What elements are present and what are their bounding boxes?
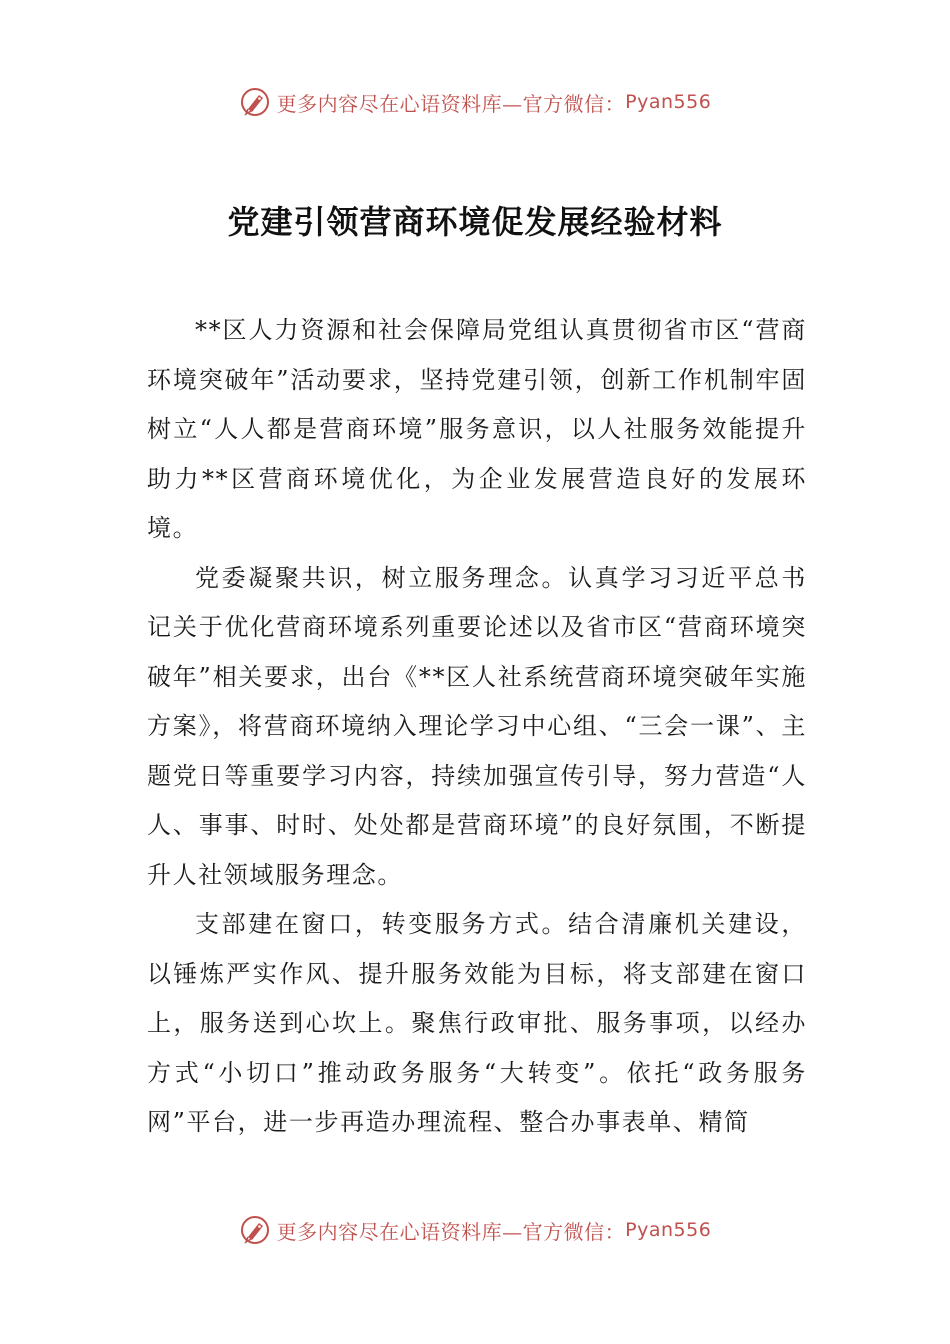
- header-watermark: [0, 82, 950, 122]
- watermark-wechat-id: Pyan556: [625, 1219, 712, 1241]
- paragraph-party-committee: 党委凝聚共识，树立服务理念。认真学习习近平总书记关于优化营商环境系列重要论述以及省市区“营商环境突破年”相关要求，出台《**区人社系统营商环境突破年实施方案》，将营商环境纳入理论学习中心组、“三会一课”、主题党日等重要学习内容，持续加强宣传引导，努力营造“人人、事事、时时、处处都是营商环境”的良好氛围，不断提升人社领域服务理念。: [147, 563, 807, 889]
- pen-nib-logo-icon: [239, 86, 271, 118]
- paragraph-intro: **区人力资源和社会保障局党组认真贯彻省市区“营商环境突破年”活动要求，坚持党建引领，创新工作机制牢固树立“人人都是营商环境”服务意识，以人社服务效能提升助力**区营商环境优化，为企业发展营造良好的发展环境。: [147, 316, 807, 542]
- pen-nib-logo-icon: [239, 1214, 271, 1246]
- document-title: 党建引领营商环境促发展经验材料: [227, 203, 723, 242]
- watermark-text: 更多内容尽在心语资料库—官方微信：: [276, 91, 626, 116]
- document-body: [147, 306, 807, 1148]
- paragraph-branch-window: 支部建在窗口，转变服务方式。结合清廉机关建设，以锤炼严实作风、提升服务效能为目标，将支部建在窗口上，服务送到心坎上。聚焦行政审批、服务事项，以经办方式“小切口”推动政务服务“大转变”。依托“政务服务网”平台，进一步再造办理流程、整合办事表单、精简: [147, 910, 807, 1136]
- watermark-text: 更多内容尽在心语资料库—官方微信：: [276, 1219, 626, 1244]
- footer-watermark: [0, 1210, 950, 1250]
- watermark-wechat-id: Pyan556: [625, 91, 712, 113]
